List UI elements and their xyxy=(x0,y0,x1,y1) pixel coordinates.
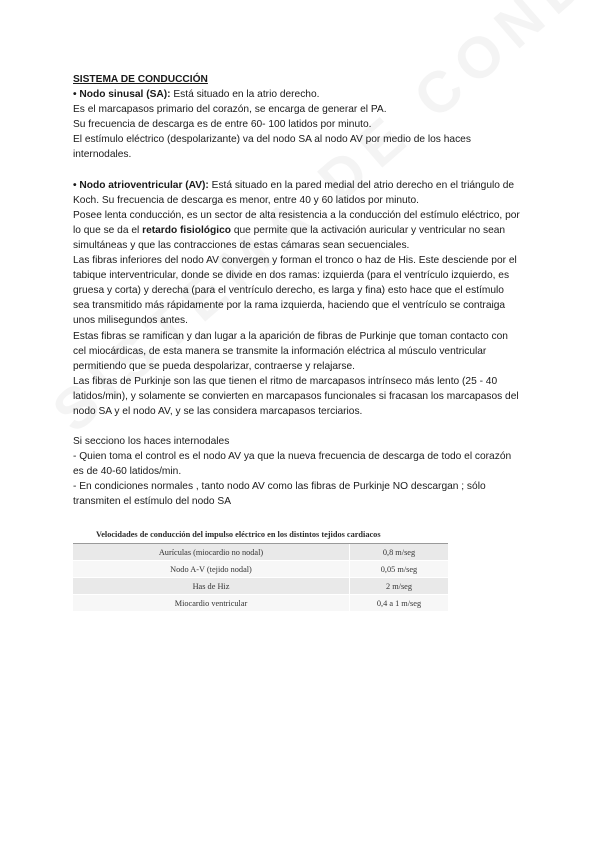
table-row xyxy=(73,544,448,561)
conduction-speed-table xyxy=(73,544,448,612)
spacer xyxy=(73,419,523,434)
speed-cell: 0,8 m/seg xyxy=(350,544,449,561)
av-paragraph-1 xyxy=(73,178,523,208)
av-p2-end: que permite que la activación auricular y ventricular no sean simultáneas y que las contracciones de estas cámaras sean secuenciales. xyxy=(73,224,506,251)
speed-cell: 2 m/seg xyxy=(350,578,449,595)
sa-paragraph-1 xyxy=(73,87,523,102)
table-caption: Velocidades de conducción del impulso eléctrico en los distintos tejidos cardiacos xyxy=(73,528,448,544)
tissue-cell: Aurículas (miocardio no nodal) xyxy=(73,544,350,561)
section-paragraph-3: - En condiciones normales , tanto nodo AV como las fibras de Purkinje NO descargan ; sólo transmiten el estímulo del nodo SA xyxy=(73,481,486,508)
av-text: Está situado en la pared medial del atrio derecho en el triángulo de Koch. Su frecuencia de descarga es menor, entre 40 y 60 latidos por minuto. xyxy=(73,179,515,206)
table-row xyxy=(73,595,448,612)
section-heading: SISTEMA DE CONDUCCIÓN xyxy=(73,74,208,85)
av-paragraph-2 xyxy=(73,208,523,253)
av-label: • Nodo atrioventricular (AV): xyxy=(73,179,209,191)
section-paragraph-2: - Quien toma el control es el nodo AV ya que la nueva frecuencia de descarga de todo el corazón es de 40-60 latidos/min. xyxy=(73,451,512,478)
spacer xyxy=(73,163,523,178)
av-paragraph-3: Las fibras inferiores del nodo AV convergen y forman el tronco o haz de His. Este desciende por el tabique interventricular, donde se divide en dos ramas: izquierda (para el ventrículo izquierdo, es gruesa y corta) y derecha (para el ventrículo derecho, es larga y fina) esto hace que el estímulo sea transmitido más rápidamente por la rama izquierda, haciendo que el ventrículo se contraiga unos milisegundos antes. xyxy=(73,255,517,327)
sa-paragraph-2: Es el marcapasos primario del corazón, se encarga de generar el PA. xyxy=(73,104,387,116)
sa-text: Está situado en la atrio derecho. xyxy=(170,89,320,101)
conduction-table xyxy=(73,528,448,612)
tissue-cell: Nodo A-V (tejido nodal) xyxy=(73,561,350,578)
tissue-cell: Has de Hiz xyxy=(73,578,350,595)
sa-label: • Nodo sinusal (SA): xyxy=(73,89,171,101)
speed-cell: 0,05 m/seg xyxy=(350,561,449,578)
table-row xyxy=(73,578,448,595)
table-row xyxy=(73,561,448,578)
av-paragraph-4: Estas fibras se ramifican y dan lugar a la aparición de fibras de Purkinje que toman contacto con cel miocárdicas, de esta manera se transmite la información eléctrica al músculo ventricular permitiendo que se pueda despolarizar, contraerse y relajarse. xyxy=(73,330,508,372)
speed-cell: 0,4 a 1 m/seg xyxy=(350,595,449,612)
sa-paragraph-4: El estímulo eléctrico (despolarizante) va del nodo SA al nodo AV por medio de los haces internodales. xyxy=(73,134,471,161)
section-paragraph-1: Si secciono los haces internodales xyxy=(73,436,230,448)
tissue-cell: Miocardio ventricular xyxy=(73,595,350,612)
av-p2-start: Posee lenta conducción, es un sector de alta resistencia a la conducción del estímulo eléctrico, por lo que se da el xyxy=(73,209,520,236)
sa-paragraph-3: Su frecuencia de descarga es de entre 60- 100 latidos por minuto. xyxy=(73,119,372,131)
av-paragraph-5: Las fibras de Purkinje son las que tienen el ritmo de marcapasos intrínseco más lento (25 - 40 latidos/min), y solamente se convierten en marcapasos funcionales si fracasan los marcapasos del nodo SA y el nodo AV, y se las considera marcapasos terciarios. xyxy=(73,375,519,417)
document-body xyxy=(73,72,523,510)
av-p2-bold: retardo fisiológico xyxy=(142,224,231,236)
